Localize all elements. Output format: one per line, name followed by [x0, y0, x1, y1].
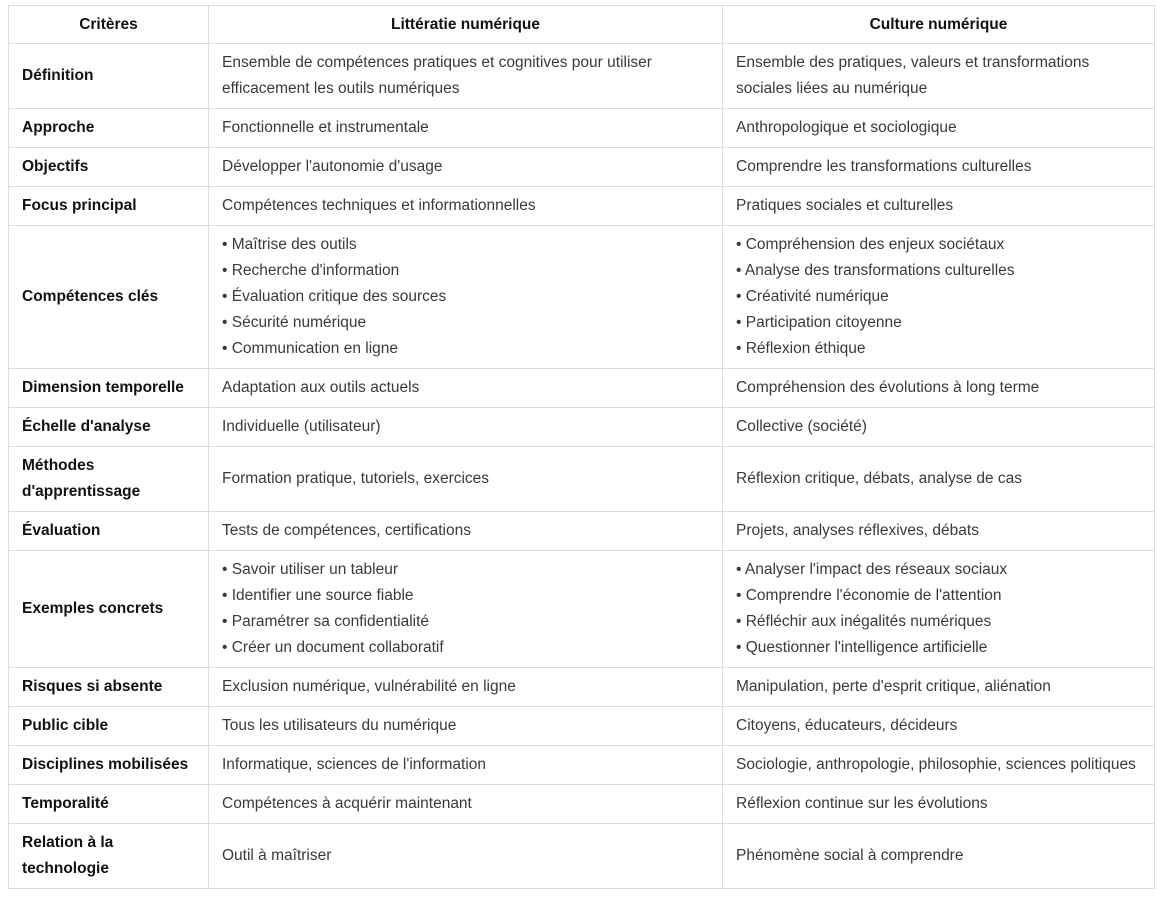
culture-cell: Citoyens, éducateurs, décideurs [723, 707, 1155, 746]
culture-cell [723, 226, 1155, 369]
litteratie-cell: Compétences à acquérir maintenant [209, 785, 723, 824]
bullet-item: • Analyser l'impact des réseaux sociaux [736, 561, 1008, 578]
culture-cell: Manipulation, perte d'esprit critique, aliénation [723, 668, 1155, 707]
bullet-item: • Questionner l'intelligence artificielle [736, 639, 988, 656]
culture-cell [723, 551, 1155, 668]
header-litteratie-numerique: Littératie numérique [209, 6, 723, 44]
bullet-item: • Participation citoyenne [736, 314, 902, 331]
litteratie-cell: Développer l'autonomie d'usage [209, 148, 723, 187]
bullet-list [736, 232, 1141, 362]
litteratie-cell [209, 226, 723, 369]
header-culture-numerique: Culture numérique [723, 6, 1155, 44]
criterion-cell: Temporalité [9, 785, 209, 824]
bullet-item: • Identifier une source fiable [222, 587, 414, 604]
bullet-item: • Maîtrise des outils [222, 236, 357, 253]
culture-cell: Réflexion critique, débats, analyse de cas [723, 447, 1155, 512]
litteratie-cell: Formation pratique, tutoriels, exercices [209, 447, 723, 512]
culture-cell: Anthropologique et sociologique [723, 109, 1155, 148]
bullet-item: • Paramétrer sa confidentialité [222, 613, 430, 630]
criterion-cell: Échelle d'analyse [9, 408, 209, 447]
bullet-item: • Réfléchir aux inégalités numériques [736, 613, 992, 630]
litteratie-cell [209, 551, 723, 668]
table-row [9, 824, 1155, 889]
criterion-cell: Évaluation [9, 512, 209, 551]
table-row [9, 785, 1155, 824]
bullet-list [736, 557, 1141, 661]
bullet-item: • Comprendre l'économie de l'attention [736, 587, 1002, 604]
litteratie-cell: Exclusion numérique, vulnérabilité en ligne [209, 668, 723, 707]
table-header [9, 6, 1155, 44]
criterion-cell: Dimension temporelle [9, 369, 209, 408]
table-row [9, 551, 1155, 668]
bullet-item: • Compréhension des enjeux sociétaux [736, 236, 1005, 253]
criterion-cell: Public cible [9, 707, 209, 746]
bullet-item: • Sécurité numérique [222, 314, 367, 331]
bullet-item: • Évaluation critique des sources [222, 288, 447, 305]
header-criteres: Critères [9, 6, 209, 44]
table-row [9, 746, 1155, 785]
litteratie-cell: Informatique, sciences de l'information [209, 746, 723, 785]
bullet-item: • Recherche d'information [222, 262, 400, 279]
litteratie-cell: Adaptation aux outils actuels [209, 369, 723, 408]
criterion-cell: Définition [9, 44, 209, 109]
bullet-item: • Créer un document collaboratif [222, 639, 444, 656]
criterion-cell: Compétences clés [9, 226, 209, 369]
litteratie-cell: Tous les utilisateurs du numérique [209, 707, 723, 746]
bullet-list [222, 232, 709, 362]
culture-cell: Projets, analyses réflexives, débats [723, 512, 1155, 551]
culture-cell: Pratiques sociales et culturelles [723, 187, 1155, 226]
litteratie-cell: Tests de compétences, certifications [209, 512, 723, 551]
culture-cell: Ensemble des pratiques, valeurs et transformations sociales liées au numérique [723, 44, 1155, 109]
culture-cell: Sociologie, anthropologie, philosophie, sciences politiques [723, 746, 1155, 785]
table-row [9, 668, 1155, 707]
culture-cell: Compréhension des évolutions à long terme [723, 369, 1155, 408]
bullet-item: • Créativité numérique [736, 288, 889, 305]
table-row [9, 707, 1155, 746]
litteratie-cell: Compétences techniques et informationnelles [209, 187, 723, 226]
bullet-item: • Communication en ligne [222, 340, 399, 357]
criterion-cell: Focus principal [9, 187, 209, 226]
litteratie-cell: Individuelle (utilisateur) [209, 408, 723, 447]
table-body [9, 44, 1155, 889]
criterion-cell: Risques si absente [9, 668, 209, 707]
bullet-item: • Analyse des transformations culturelles [736, 262, 1015, 279]
criterion-cell: Relation à la technologie [9, 824, 209, 889]
culture-cell: Réflexion continue sur les évolutions [723, 785, 1155, 824]
culture-cell: Collective (société) [723, 408, 1155, 447]
litteratie-cell: Fonctionnelle et instrumentale [209, 109, 723, 148]
table-row [9, 512, 1155, 551]
table-row [9, 187, 1155, 226]
bullet-item: • Réflexion éthique [736, 340, 866, 357]
litteratie-cell: Outil à maîtriser [209, 824, 723, 889]
criterion-cell: Approche [9, 109, 209, 148]
criterion-cell: Méthodes d'apprentissage [9, 447, 209, 512]
table-row [9, 44, 1155, 109]
litteratie-cell: Ensemble de compétences pratiques et cognitives pour utiliser efficacement les outils numériques [209, 44, 723, 109]
table-row [9, 109, 1155, 148]
comparison-table [8, 5, 1155, 889]
criterion-cell: Objectifs [9, 148, 209, 187]
criterion-cell: Disciplines mobilisées [9, 746, 209, 785]
criterion-cell: Exemples concrets [9, 551, 209, 668]
table-row [9, 447, 1155, 512]
table-row [9, 226, 1155, 369]
header-row [9, 6, 1155, 44]
bullet-list [222, 557, 709, 661]
culture-cell: Comprendre les transformations culturelles [723, 148, 1155, 187]
table-row [9, 148, 1155, 187]
table-row [9, 408, 1155, 447]
table-row [9, 369, 1155, 408]
culture-cell: Phénomène social à comprendre [723, 824, 1155, 889]
bullet-item: • Savoir utiliser un tableur [222, 561, 399, 578]
